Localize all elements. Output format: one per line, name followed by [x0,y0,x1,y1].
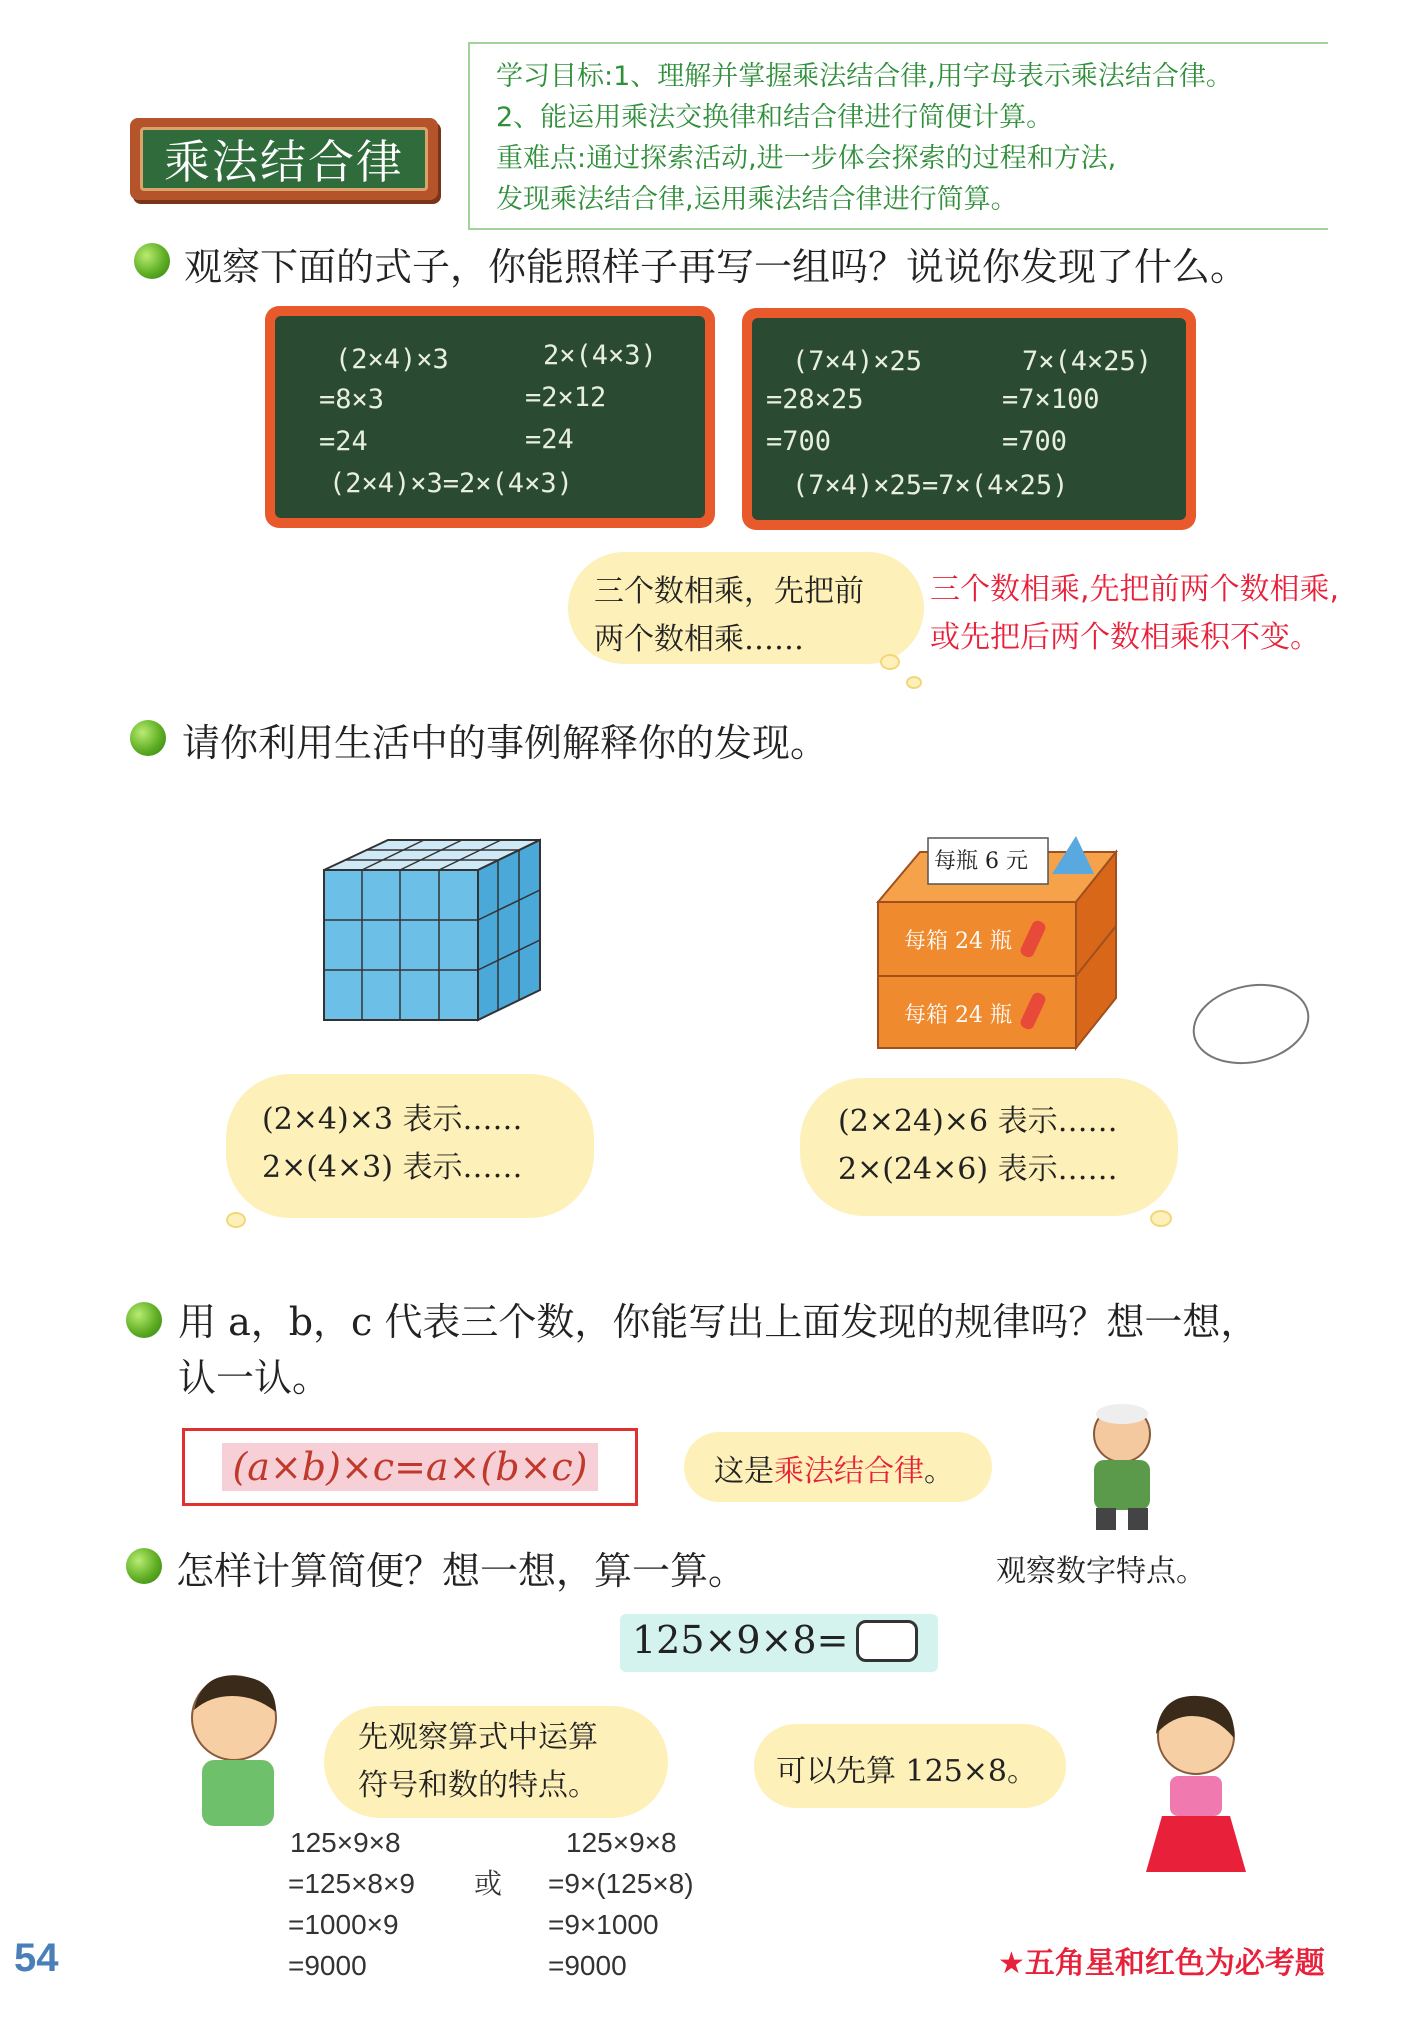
cloud1-line2: 两个数相乘…… [594,622,804,657]
bullet-icon [130,720,166,756]
answer1-line1: 三个数相乘,先把前两个数相乘, [930,572,1340,607]
law-name: 乘法结合律 [774,1454,924,1489]
boy-bubble-line1: 先观察算式中运算 [358,1720,598,1755]
goal-line-3: 重难点:通过探索活动,进一步体会探索的过程和方法, [496,143,1117,174]
board1-l1b: 2×(4×3) [543,340,657,371]
law-prefix: 这是 [714,1454,774,1489]
boy-bubble-line2: 符号和数的特点。 [358,1768,598,1803]
calc-right-line1: 125×9×8 [566,1827,677,1858]
bubble-dot [906,676,922,689]
board2-l2b: =7×100 [1002,384,1100,415]
board1-l3b: =24 [525,424,574,455]
law-bubble-text [714,1446,954,1490]
calc-left [288,1822,415,1986]
bubble-dot [1150,1210,1172,1227]
girl-figure-icon [1112,1686,1262,1882]
board2-l4: (7×4)×25=7×(4×25) [792,470,1069,501]
cloud2-line2: 2×(4×3) 表示…… [262,1150,523,1185]
cloud2-text [262,1096,522,1192]
law-suffix: 。 [924,1454,954,1489]
calc-right [548,1822,694,1986]
cloud3-line2: 2×(24×6) 表示…… [838,1152,1118,1187]
calc-right-line3: =9×1000 [548,1909,659,1940]
calc-left-line2: =125×8×9 [288,1868,415,1899]
page-title: 乘法结合律 [140,127,428,191]
question-2: 请你利用生活中的事例解释你的发现。 [182,721,829,765]
board2-l3b: =700 [1002,426,1068,457]
goal-line-2: 2、能运用乘法交换律和结合律进行简便计算。 [496,102,1054,133]
board1-l1a: (2×4)×3 [335,344,449,375]
question-3 [178,1294,1258,1406]
goal-line-4: 发现乘法结合律,运用乘法结合律进行简算。 [496,184,1018,215]
boy-bubble-text [358,1714,598,1810]
page-number: 54 [14,1936,59,1980]
board1-l2b: =2×12 [525,382,607,413]
calc-left-line3: =1000×9 [288,1909,399,1940]
board2-l1b: 7×(4×25) [1022,346,1153,377]
box-label-2: 每箱 24 瓶 [904,1003,1012,1028]
bubble-dot [226,1212,246,1228]
box-label-1: 每箱 24 瓶 [904,929,1012,954]
cloud3-text [838,1098,1118,1194]
cloud1-text [594,568,864,664]
cloud1-line1: 三个数相乘，先把前 [594,574,864,609]
board2-l2a: =28×25 [766,384,864,415]
formula-box [182,1428,638,1506]
goal-line-1: 学习目标:1、理解并掌握乘法结合律,用字母表示乘法结合律。 [496,61,1233,92]
chalkboard-1 [265,306,715,528]
expression-text: 125×9×8= [632,1618,849,1662]
question-1: 观察下面的式子，你能照样子再写一组吗？说说你发现了什么。 [184,245,1249,289]
price-label: 每瓶 6 元 [934,849,1028,874]
calc-right-line2: =9×(125×8) [548,1868,694,1899]
boy-figure-icon [172,1666,308,1834]
calc-left-line1: 125×9×8 [290,1827,401,1858]
grandpa-figure-icon [1066,1398,1172,1534]
bullet-icon [134,243,170,279]
bubble-dot [880,654,900,670]
cloud2-line1: (2×4)×3 表示…… [262,1102,523,1137]
title-sign [130,118,438,200]
board1-l2a: =8×3 [319,384,385,415]
homework-stamp-icon [1186,976,1316,1072]
calc-left-line4: =9000 [288,1950,367,1981]
footer-note: ★五角星和红色为必考题 [998,1946,1325,1981]
calc-right-line4: =9000 [548,1950,627,1981]
cloud3-line1: (2×24)×6 表示…… [838,1104,1118,1139]
calc-or: 或 [474,1868,503,1899]
board2-l3a: =700 [766,426,832,457]
q3-line2: 认一认。 [178,1356,331,1400]
chalkboard-2 [742,308,1196,530]
q3-line1: 用 a，b，c 代表三个数，你能写出上面发现的规律吗？想一想， [178,1300,1259,1344]
bullet-icon [126,1302,162,1338]
cube-blocks-illustration [318,836,558,1022]
answer1-line2: 或先把后两个数相乘积不变。 [930,620,1320,655]
answer-1 [930,566,1339,662]
bullet-icon [126,1548,162,1584]
learning-goals [468,42,1328,230]
hint-text: 观察数字特点。 [996,1554,1206,1589]
board1-l3a: =24 [319,426,368,457]
board2-l1a: (7×4)×25 [792,346,923,377]
question-4: 怎样计算简便？想一想，算一算。 [176,1549,747,1593]
girl-bubble-text: 可以先算 125×8。 [776,1754,1038,1789]
formula-text: (a×b)×c=a×(b×c) [222,1443,597,1491]
answer-input[interactable] [856,1620,918,1662]
board1-l4: (2×4)×3=2×(4×3) [329,468,573,499]
